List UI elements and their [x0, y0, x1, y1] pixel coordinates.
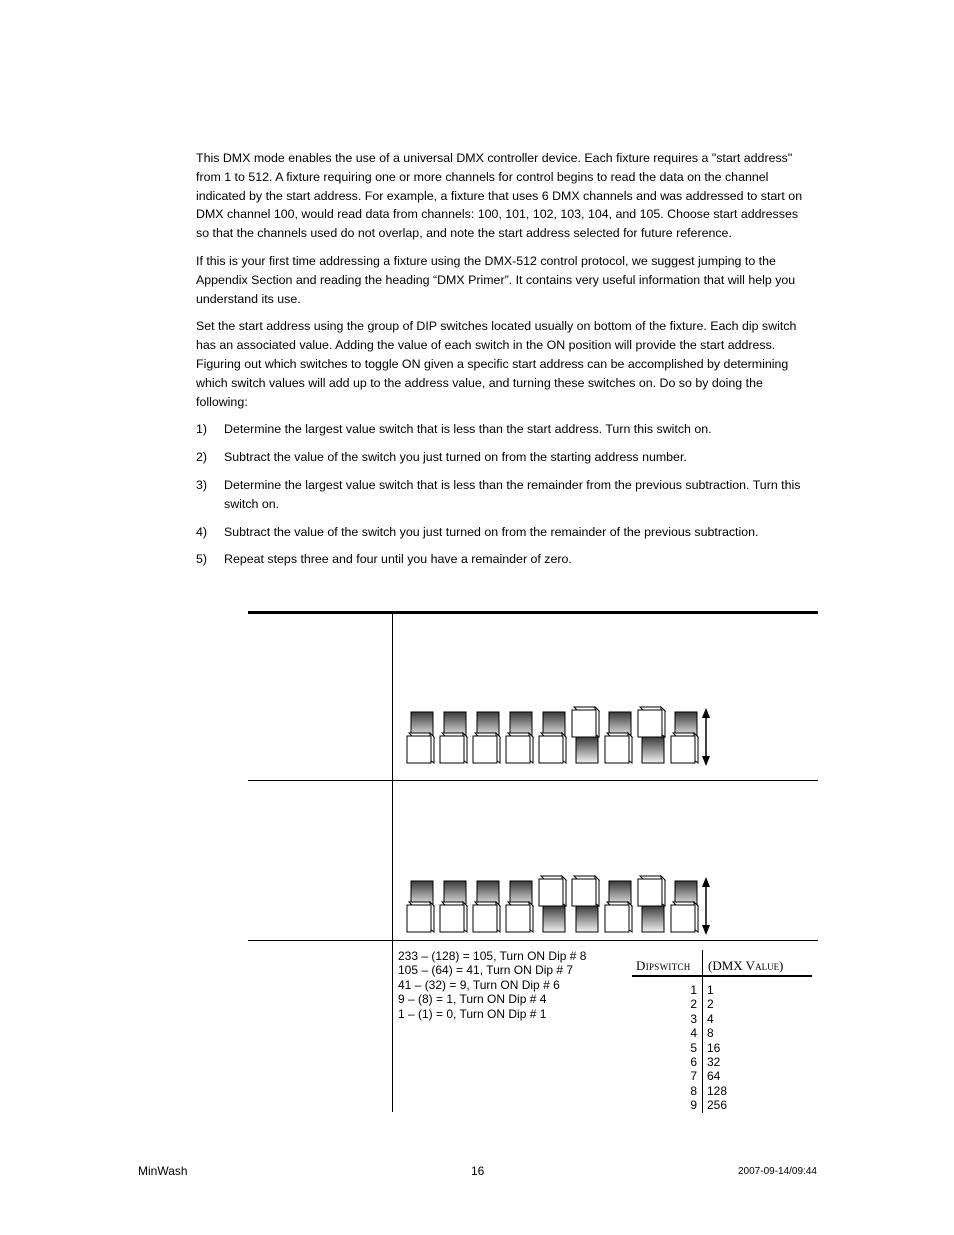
table-row — [632, 1098, 812, 1112]
dip-number: 2 — [690, 997, 697, 1012]
table-row-divider — [248, 940, 818, 941]
dip-number: 1 — [690, 983, 697, 997]
dip-switch-6-on — [572, 707, 599, 763]
header-rule — [632, 975, 812, 977]
table-row — [632, 983, 812, 997]
dip-switch-7-off — [605, 712, 632, 763]
step-text: Subtract the value of the switch you just turned on from the remainder of the previous subtraction. — [224, 524, 759, 539]
on-off-arrow — [702, 708, 710, 766]
dip-switch-1-off — [407, 881, 434, 932]
table-row — [632, 1012, 812, 1026]
dip-switch-8-on — [638, 707, 665, 763]
dip-number: 9 — [690, 1098, 697, 1113]
dip-switch-9-off — [671, 712, 698, 763]
footer-page-number: 16 — [471, 1164, 485, 1178]
dip-switch-1-off — [407, 712, 434, 763]
dmx-value: 4 — [707, 1011, 714, 1026]
dip-number: 5 — [690, 1040, 697, 1055]
table-row — [632, 1069, 812, 1083]
dip-value-table — [632, 950, 812, 1113]
table-row — [632, 1055, 812, 1069]
table-row-divider — [248, 780, 818, 781]
dip-switch-3-off — [473, 881, 500, 932]
dmx-value: 8 — [707, 1026, 714, 1041]
calc-line: 9 – (8) = 1, Turn ON Dip # 4 — [398, 992, 547, 1007]
step-item — [196, 550, 812, 569]
on-off-arrow — [702, 877, 710, 935]
dmx-value: 32 — [707, 1055, 721, 1070]
dip-number: 4 — [690, 1026, 697, 1041]
calc-line: 233 – (128) = 105, Turn ON Dip # 8 — [398, 949, 587, 963]
dip-switch-7-off — [605, 881, 632, 932]
step-item — [196, 420, 812, 439]
dip-number: 7 — [690, 1069, 697, 1084]
dip-number: 6 — [690, 1055, 697, 1070]
dip-switch-diagram-2 — [400, 873, 720, 937]
dip-switch-8-on — [638, 876, 665, 932]
step-number: 4) — [196, 524, 208, 539]
table-row — [632, 1041, 812, 1055]
step-item — [196, 523, 812, 542]
dip-number: 3 — [690, 1011, 697, 1026]
table-row — [632, 1084, 812, 1098]
table-row — [632, 1026, 812, 1040]
paragraph: If this is your first time addressing a fixture using the DMX-512 control protocol, we suggest jumping to the Appendix Section and reading the heading “DMX Primer”. It contains very useful information that will help you understand its use. — [196, 253, 796, 306]
dip-switch-5-on — [539, 876, 566, 932]
dip-switch-diagram-1 — [400, 704, 720, 768]
step-number: 1) — [196, 422, 208, 437]
table-row — [632, 997, 812, 1011]
dmx-value-header: (DMX Value) — [708, 958, 784, 973]
footer-product: MinWash — [138, 1164, 188, 1178]
dmx-value: 256 — [707, 1098, 728, 1113]
dip-switch-4-off — [506, 881, 533, 932]
dipswitch-header: Dipswitch — [636, 958, 691, 973]
step-item — [196, 476, 812, 514]
dmx-value: 16 — [707, 1040, 721, 1055]
dip-switch-6-on — [572, 876, 599, 932]
value-rows — [632, 983, 812, 1113]
body-text — [196, 149, 812, 578]
dip-switch-3-off — [473, 712, 500, 763]
step-number: 5) — [196, 552, 208, 567]
step-text: Repeat steps three and four until you have a remainder of zero. — [224, 552, 572, 567]
step-item — [196, 448, 812, 467]
dip-switch-5-off — [539, 712, 566, 763]
table-column-divider — [392, 614, 393, 1112]
table-top-rule — [248, 611, 818, 614]
step-number: 3) — [196, 477, 208, 492]
dip-switch-2-off — [440, 712, 467, 763]
dmx-value: 2 — [707, 997, 714, 1012]
step-text: Subtract the value of the switch you just turned on from the starting address number. — [224, 450, 687, 465]
steps-list — [196, 420, 812, 569]
step-text: Determine the largest value switch that is less than the remainder from the previous subtraction. Turn this switch on. — [224, 477, 801, 511]
dmx-value: 64 — [707, 1069, 721, 1084]
dip-number: 8 — [690, 1083, 697, 1098]
calc-line: 1 – (1) = 0, Turn ON Dip # 1 — [398, 1006, 547, 1021]
dmx-value: 128 — [707, 1083, 728, 1098]
dip-switch-9-off — [671, 881, 698, 932]
dip-switch-2-off — [440, 881, 467, 932]
dmx-value: 1 — [707, 983, 714, 997]
address-calculation — [398, 949, 586, 1021]
calc-line: 105 – (64) = 41, Turn ON Dip # 7 — [398, 963, 574, 978]
paragraph: This DMX mode enables the use of a universal DMX controller device. Each fixture requires a "start address" from 1 to 512. A fixture requiring one or more channels for control begins to read the data on the channel indicated by the start address. For example, a fixture that uses 6 DMX channels and was addressed to start on DMX channel 100, would read data from channels: 100, 101, 102, 103, 104, and 105. Choose start addresses so that the channels used do not overlap, and note the start address selected for future reference. — [196, 151, 803, 241]
footer-date: 2007-09-14/09:44 — [738, 1166, 817, 1177]
step-text: Determine the largest value switch that is less than the start address. Turn this switch on. — [224, 422, 712, 437]
paragraph: Set the start address using the group of DIP switches located usually on bottom of the fixture. Each dip switch has an associated value. Adding the value of each switch in the ON position will provide the start address. Figuring out which switches to toggle ON given a specific start address can be accomplished by determining which switch values will add up to the address value, and turning these switches on. Do so by doing the following: — [196, 319, 797, 409]
dip-switch-4-off — [506, 712, 533, 763]
step-number: 2) — [196, 450, 208, 465]
calc-line: 41 – (32) = 9, Turn ON Dip # 6 — [398, 977, 560, 992]
